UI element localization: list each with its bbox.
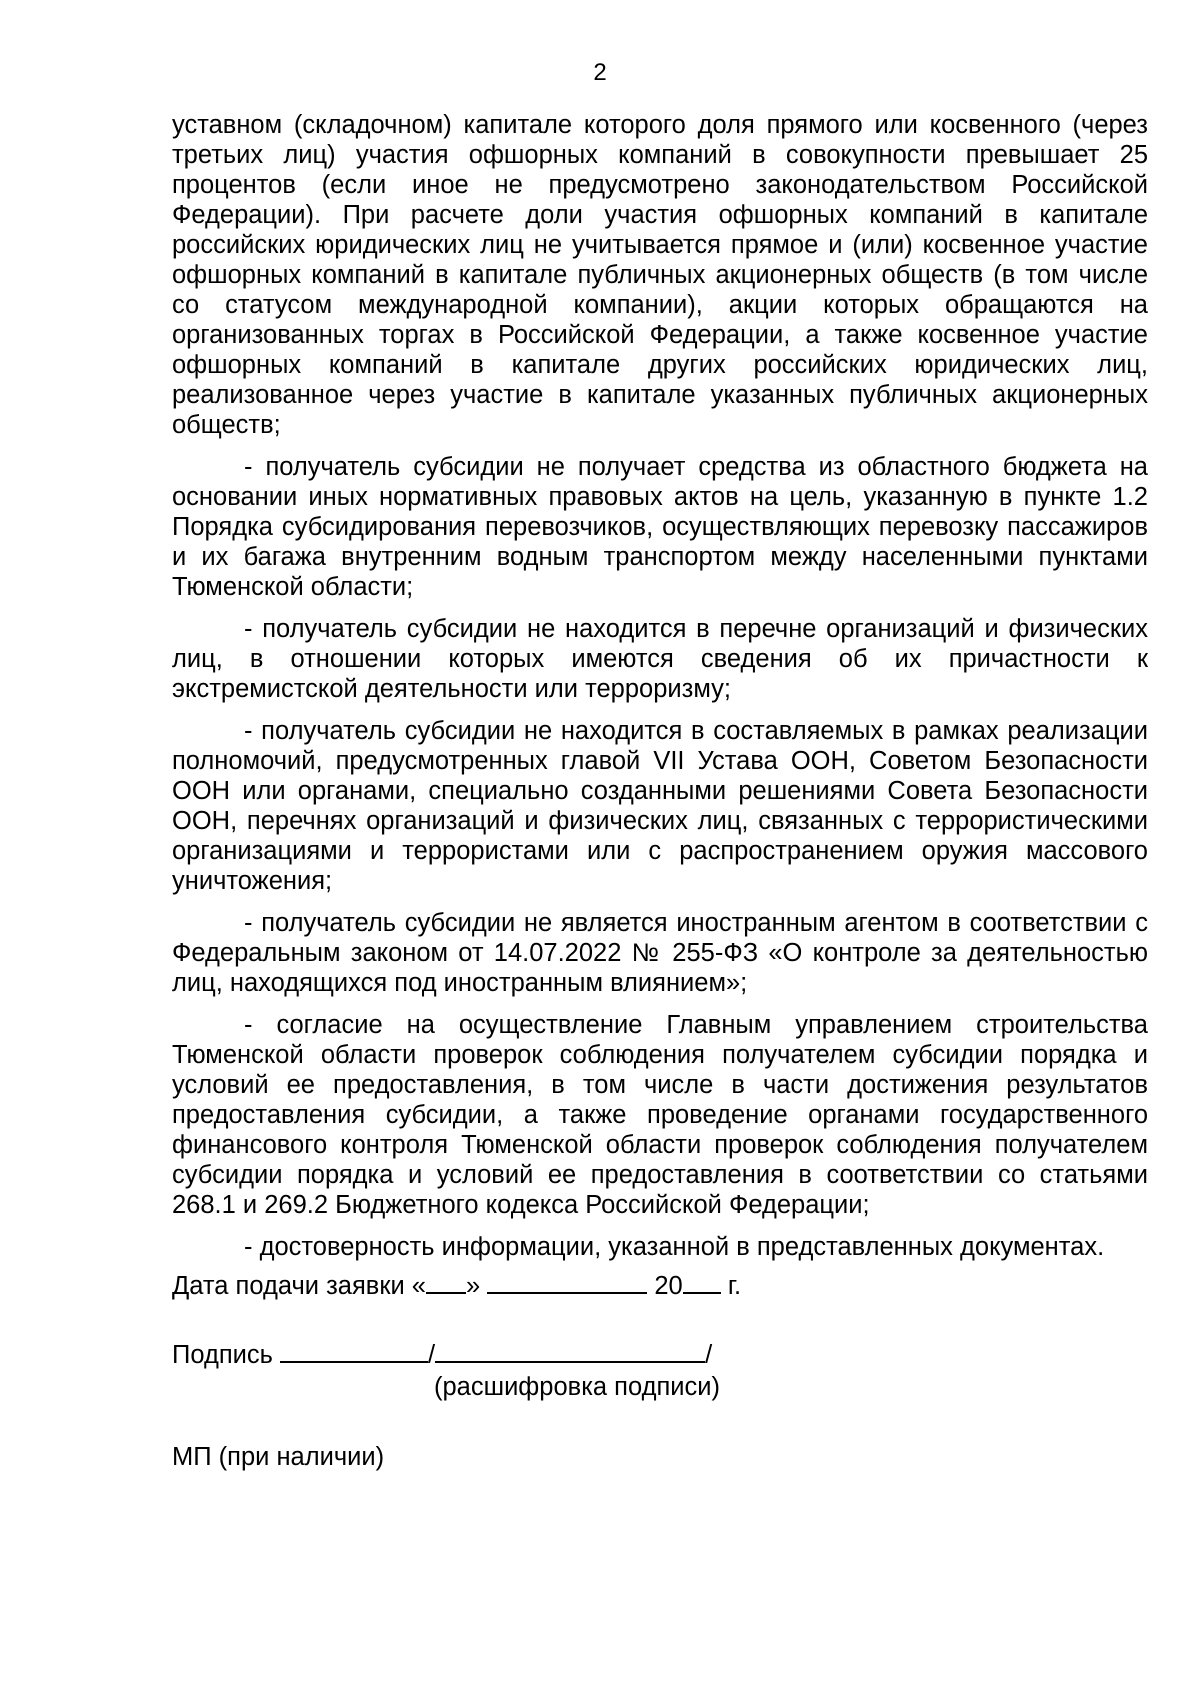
day-blank: [426, 1270, 466, 1294]
paragraph-reliability: - достоверность информации, указанной в представленных документах.: [244, 1233, 1105, 1261]
signature-caption: (расшифровка подписи): [434, 1373, 721, 1401]
paragraph-not-foreign-agent: - получатель субсидии не является иностранным агентом в соответствии с Федеральным законом от 14.07.2022 № 255-ФЗ «О контроле за деятельностью лиц, находящихся под иностранным влиянием»;: [172, 909, 1148, 997]
year-blank: [683, 1270, 721, 1294]
signature-end-slash: /: [705, 1341, 713, 1369]
date-label: Дата подачи заявки «: [172, 1272, 426, 1300]
paragraph-not-extremist: - получатель субсидии не находится в перечне организаций и физических лиц, в отношении которых имеются сведения об их причастности к экстремистской деятельности или терроризму;: [172, 615, 1148, 703]
signature-decode-blank: [435, 1339, 705, 1363]
page-number: 2: [593, 59, 607, 86]
paragraph-no-other-funds: - получатель субсидии не получает средства из областного бюджета на основании иных нормативных правовых актов на цель, указанную в пункте 1.2 Порядка субсидирования перевозчиков, осуществляющих перевозку пассажиров и их багажа внутренним водным транспортом между населенными пунктами Тюменской области;: [172, 453, 1148, 601]
year-suffix: г.: [727, 1272, 742, 1300]
signature-slash: /: [428, 1341, 436, 1369]
signature-label: Подпись: [172, 1341, 273, 1369]
document-body: [172, 110, 1148, 1472]
paragraph-not-un-list: - получатель субсидии не находится в составляемых в рамках реализации полномочий, предусмотренных главой VII Устава ООН, Советом Безопасности ООН или органами, специально созданными решениями Совета Безопасности ООН, перечнях организаций и физических лиц, связанных с террористическими организациями и террористами или с распространением оружия массового уничтожения;: [172, 717, 1148, 895]
paragraph-offshore: уставном (складочном) капитале которого доля прямого или косвенного (через третьих лиц) участия офшорных компаний в совокупности превышает 25 процентов (если иное не предусмотрено законодательством Российской Федерации). При расчете доли участия офшорных компаний в капитале российских юридических лиц не учитывается прямое и (или) косвенное участие офшорных компаний в капитале публичных акционерных обществ (в том числе со статусом международной компании), акции которых обращаются на организованных торгах в Российской Федерации, а также косвенное участие офшорных компаний в капитале других российских юридических лиц, реализованное через участие в капитале указанных публичных акционерных обществ;: [172, 111, 1148, 439]
month-blank: [487, 1270, 647, 1294]
signature-line: [172, 1339, 1148, 1370]
year-prefix: 20: [654, 1272, 683, 1300]
signature-blank: [280, 1339, 428, 1363]
application-date-line: [172, 1270, 1148, 1301]
date-close-quote: »: [466, 1272, 481, 1300]
paragraph-consent-audit: - согласие на осуществление Главным управлением строительства Тюменской области проверок соблюдения получателем субсидии порядка и условий ее предоставления, в том числе в части достижения результатов предоставления субсидии, а также проведение органами государственного финансового контроля Тюменской области проверок соблюдения получателем субсидии порядка и условий ее предоставления в соответствии со статьями 268.1 и 269.2 Бюджетного кодекса Российской Федерации;: [172, 1011, 1148, 1219]
stamp-label: МП (при наличии): [172, 1443, 385, 1471]
